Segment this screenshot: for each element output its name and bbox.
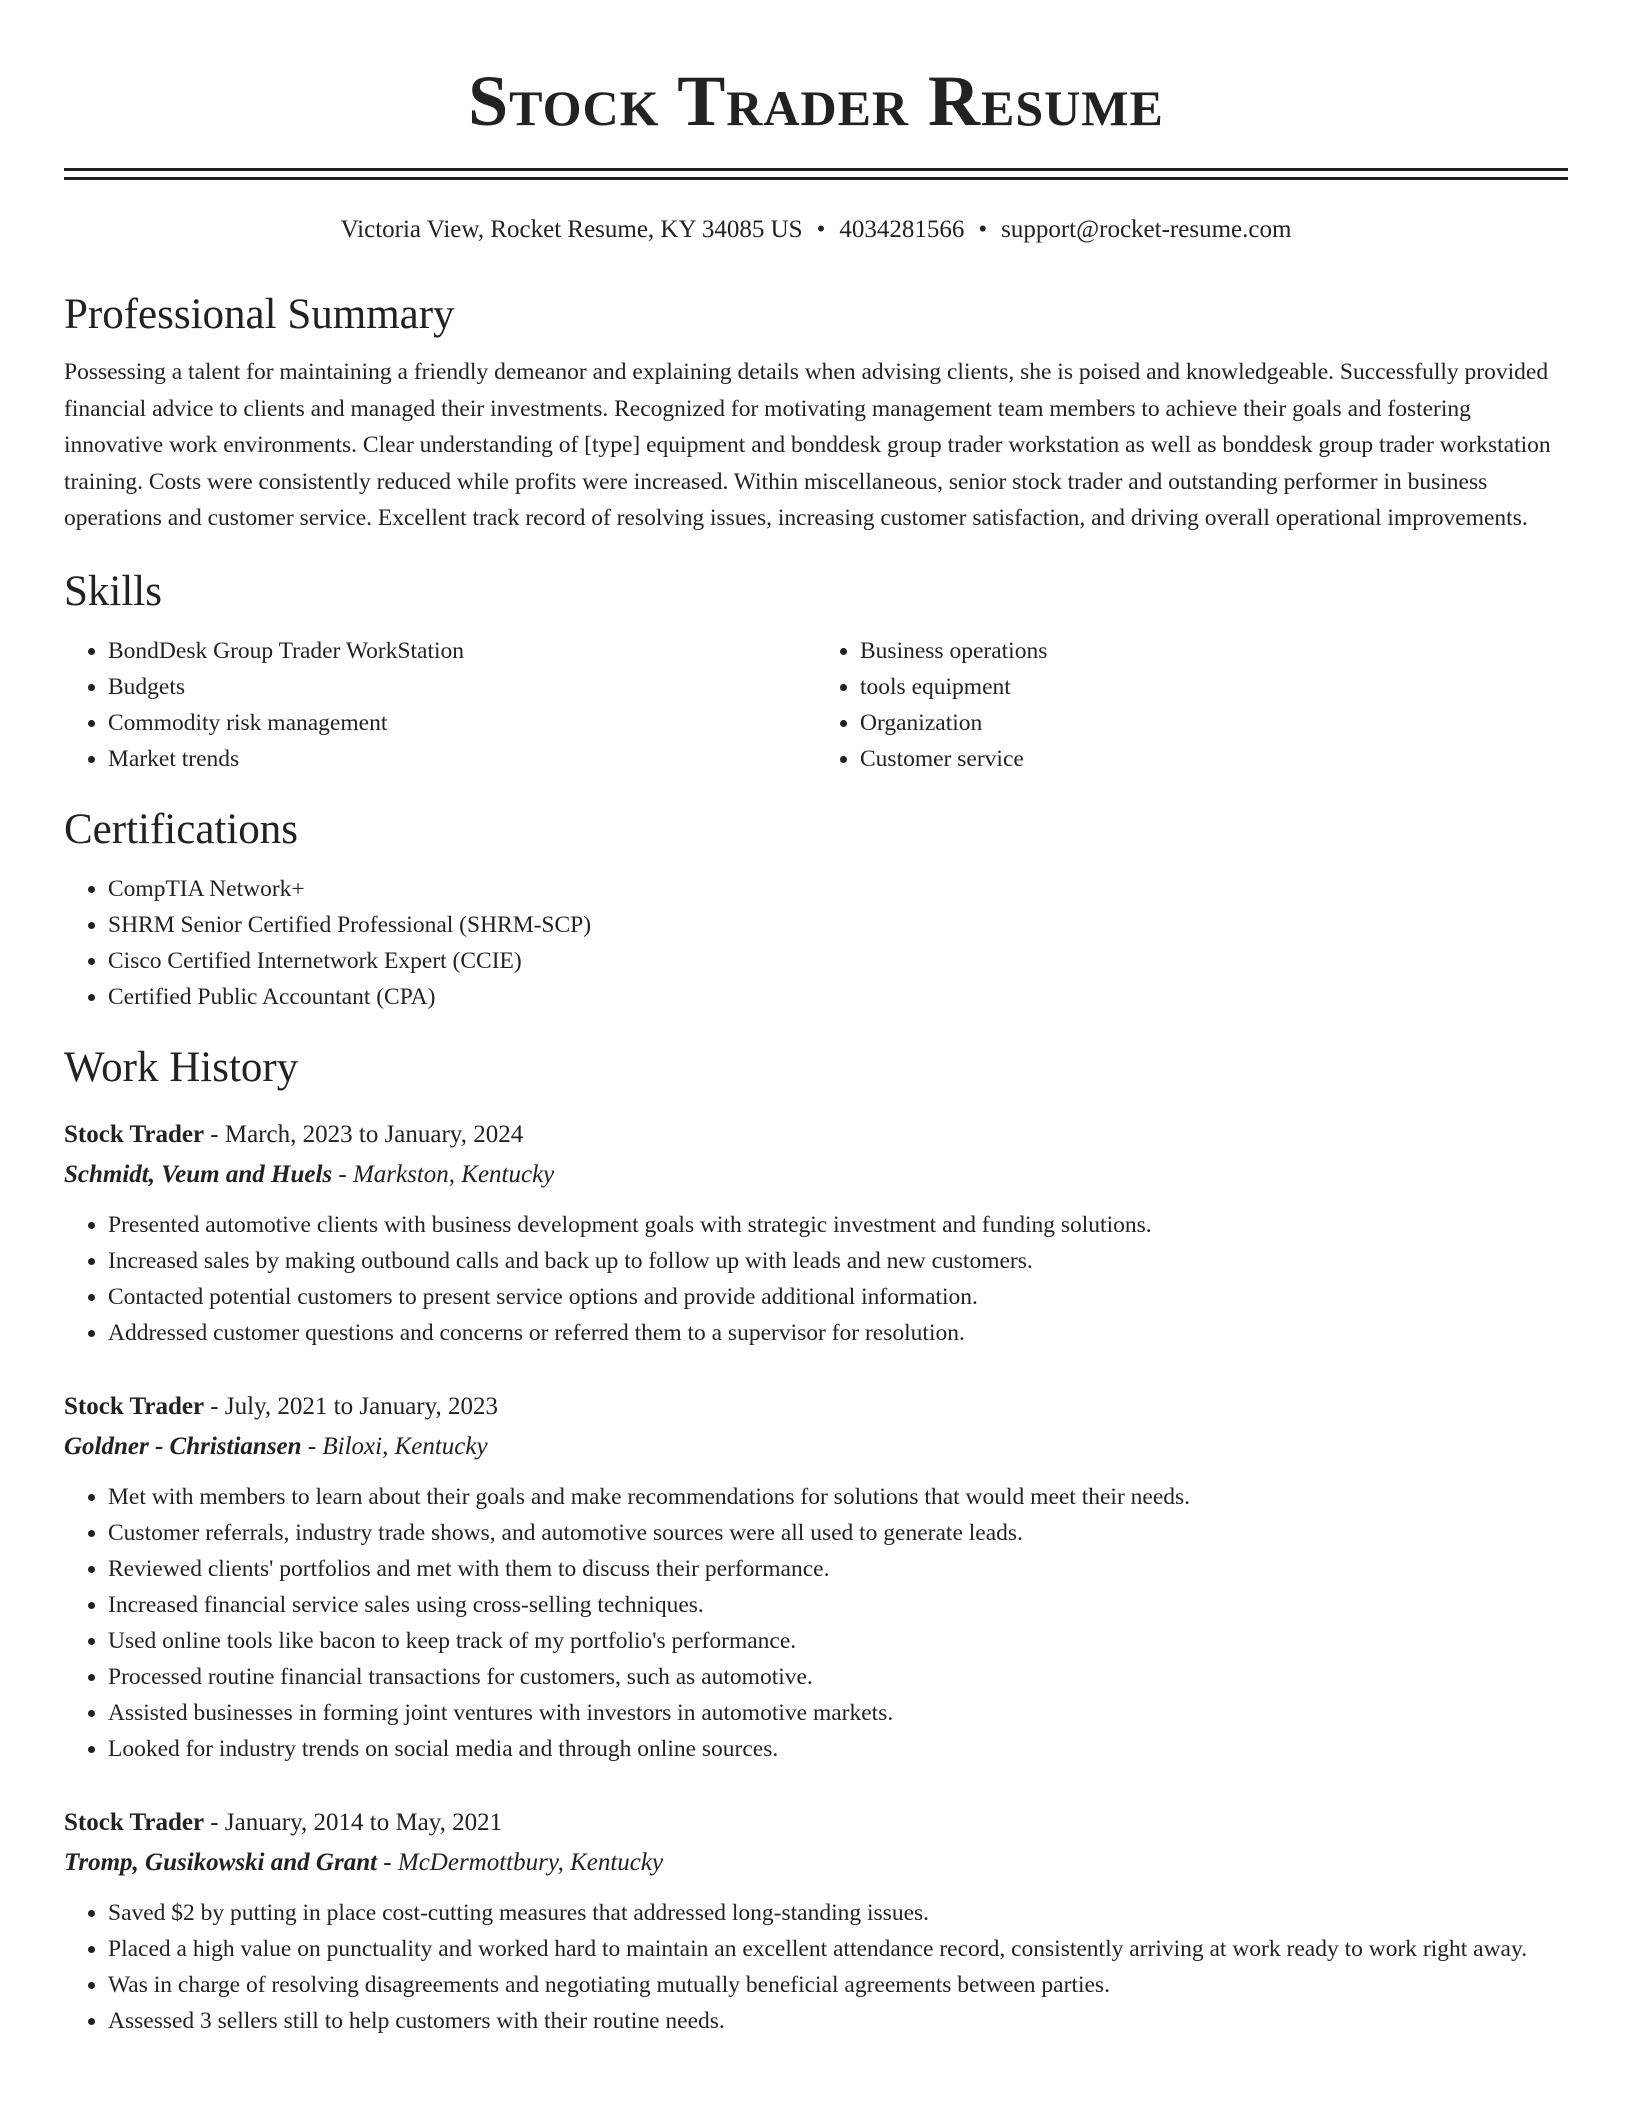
- company-line: [64, 1843, 1568, 1883]
- contact-phone: 4034281566: [839, 216, 965, 243]
- skill-item: • Commodity risk management: [108, 705, 816, 741]
- job-entry: [64, 1387, 1568, 1767]
- job-bullet: • Was in charge of resolving disagreements and negotiating mutually beneficial agreements between parties.: [108, 1967, 1568, 2003]
- job-bullets: [64, 1895, 1568, 2039]
- certification-item: • Cisco Certified Internetwork Expert (CCIE): [108, 943, 1568, 979]
- company-name: Schmidt, Veum and Huels: [64, 1160, 333, 1188]
- skill-item: • Budgets: [108, 669, 816, 705]
- skill-item: • Market trends: [108, 741, 816, 777]
- job-title: Stock Trader: [64, 1808, 205, 1836]
- skill-item: • Organization: [860, 705, 1568, 741]
- summary-heading: Professional Summary: [64, 291, 455, 338]
- company-location: - Biloxi, Kentucky: [301, 1432, 488, 1460]
- title-rule-top: [64, 168, 1568, 171]
- job-bullet: • Used online tools like bacon to keep track of my portfolio's performance.: [108, 1623, 1568, 1659]
- job-title-line: [64, 1387, 1568, 1427]
- company-location: - McDermottbury, Kentucky: [377, 1848, 664, 1876]
- job-bullet: • Increased sales by making outbound calls and back up to follow up with leads and new customers.: [108, 1243, 1568, 1279]
- job-bullet: • Addressed customer questions and concerns or referred them to a supervisor for resolution.: [108, 1315, 1568, 1351]
- skill-item: • BondDesk Group Trader WorkStation: [108, 633, 816, 669]
- job-bullet: • Assisted businesses in forming joint ventures with investors in automotive markets.: [108, 1695, 1568, 1731]
- job-bullet: • Increased financial service sales using cross-selling techniques.: [108, 1587, 1568, 1623]
- job-title-line: [64, 1115, 1568, 1155]
- certifications-list: [64, 871, 1568, 1015]
- job-bullet: • Saved $2 by putting in place cost-cutting measures that addressed long-standing issues.: [108, 1895, 1568, 1931]
- job-entry: [64, 1803, 1568, 2039]
- job-bullets: [64, 1207, 1568, 1351]
- job-dates: - March, 2023 to January, 2024: [204, 1120, 524, 1148]
- job-bullet: • Customer referrals, industry trade shows, and automotive sources were all used to generate leads.: [108, 1515, 1568, 1551]
- job-bullet: • Placed a high value on punctuality and worked hard to maintain an excellent attendance record, consistently arriving at work ready to work right away.: [108, 1931, 1568, 1967]
- company-line: [64, 1427, 1568, 1467]
- contact-line: [64, 214, 1568, 246]
- contact-separator: •: [816, 216, 826, 243]
- contact-address: Victoria View, Rocket Resume, KY 34085 US: [340, 216, 803, 243]
- job-title: Stock Trader: [64, 1392, 205, 1420]
- contact-email[interactable]: support@rocket-resume.com: [1001, 216, 1292, 243]
- certification-item: • Certified Public Accountant (CPA): [108, 979, 1568, 1015]
- job-bullet: • Assessed 3 sellers still to help customers with their routine needs.: [108, 2003, 1568, 2039]
- skills-heading: Skills: [64, 567, 162, 615]
- job-dates: - January, 2014 to May, 2021: [204, 1808, 503, 1836]
- skill-item: • Customer service: [860, 741, 1568, 777]
- resume-title: Stock Trader Resume: [468, 61, 1164, 141]
- job-title-line: [64, 1803, 1568, 1843]
- skills-left-list: [64, 633, 816, 777]
- certification-item: • CompTIA Network+: [108, 871, 1568, 907]
- skill-item: • Business operations: [860, 633, 1568, 669]
- job-bullet: • Contacted potential customers to present service options and provide additional information.: [108, 1279, 1568, 1315]
- work-history-heading: Work History: [64, 1043, 299, 1091]
- company-name: Goldner - Christiansen: [64, 1432, 302, 1460]
- contact-separator: •: [978, 216, 988, 243]
- job-bullets: [64, 1479, 1568, 1767]
- company-name: Tromp, Gusikowski and Grant: [64, 1848, 378, 1876]
- job-dates: - July, 2021 to January, 2023: [204, 1392, 498, 1420]
- job-entry: [64, 1115, 1568, 1351]
- job-bullet: • Met with members to learn about their goals and make recommendations for solutions that would meet their needs.: [108, 1479, 1568, 1515]
- company-location: - Markston, Kentucky: [332, 1160, 555, 1188]
- job-bullet: • Presented automotive clients with business development goals with strategic investment and funding solutions.: [108, 1207, 1568, 1243]
- certification-item: • SHRM Senior Certified Professional (SHRM-SCP): [108, 907, 1568, 943]
- job-title: Stock Trader: [64, 1120, 205, 1148]
- skills-right-list: [816, 633, 1568, 777]
- company-line: [64, 1155, 1568, 1195]
- job-bullet: • Processed routine financial transactions for customers, such as automotive.: [108, 1659, 1568, 1695]
- skills-columns: [64, 633, 1568, 777]
- job-bullet: • Looked for industry trends on social media and through online sources.: [108, 1731, 1568, 1767]
- skill-item: • tools equipment: [860, 669, 1568, 705]
- job-bullet: • Reviewed clients' portfolios and met with them to discuss their performance.: [108, 1551, 1568, 1587]
- certifications-heading: Certifications: [64, 805, 299, 853]
- summary-text: Possessing a talent for maintaining a friendly demeanor and explaining details when advising clients, she is poised and knowledgeable. Successfully provided financial advice to clients and managed their investments. Recognized for motivating management team members to achieve their goals and fostering innovative work environments. Clear understanding of [type] equipment and bonddesk group trader workstation as well as bonddesk group trader workstation training. Costs were consistently reduced while profits were increased. Within miscellaneous, senior stock trader and outstanding performer in business operations and customer service. Excellent track record of resolving issues, increasing customer satisfaction, and driving overall operational improvements.: [64, 359, 1551, 531]
- title-rule-bottom: [64, 177, 1568, 180]
